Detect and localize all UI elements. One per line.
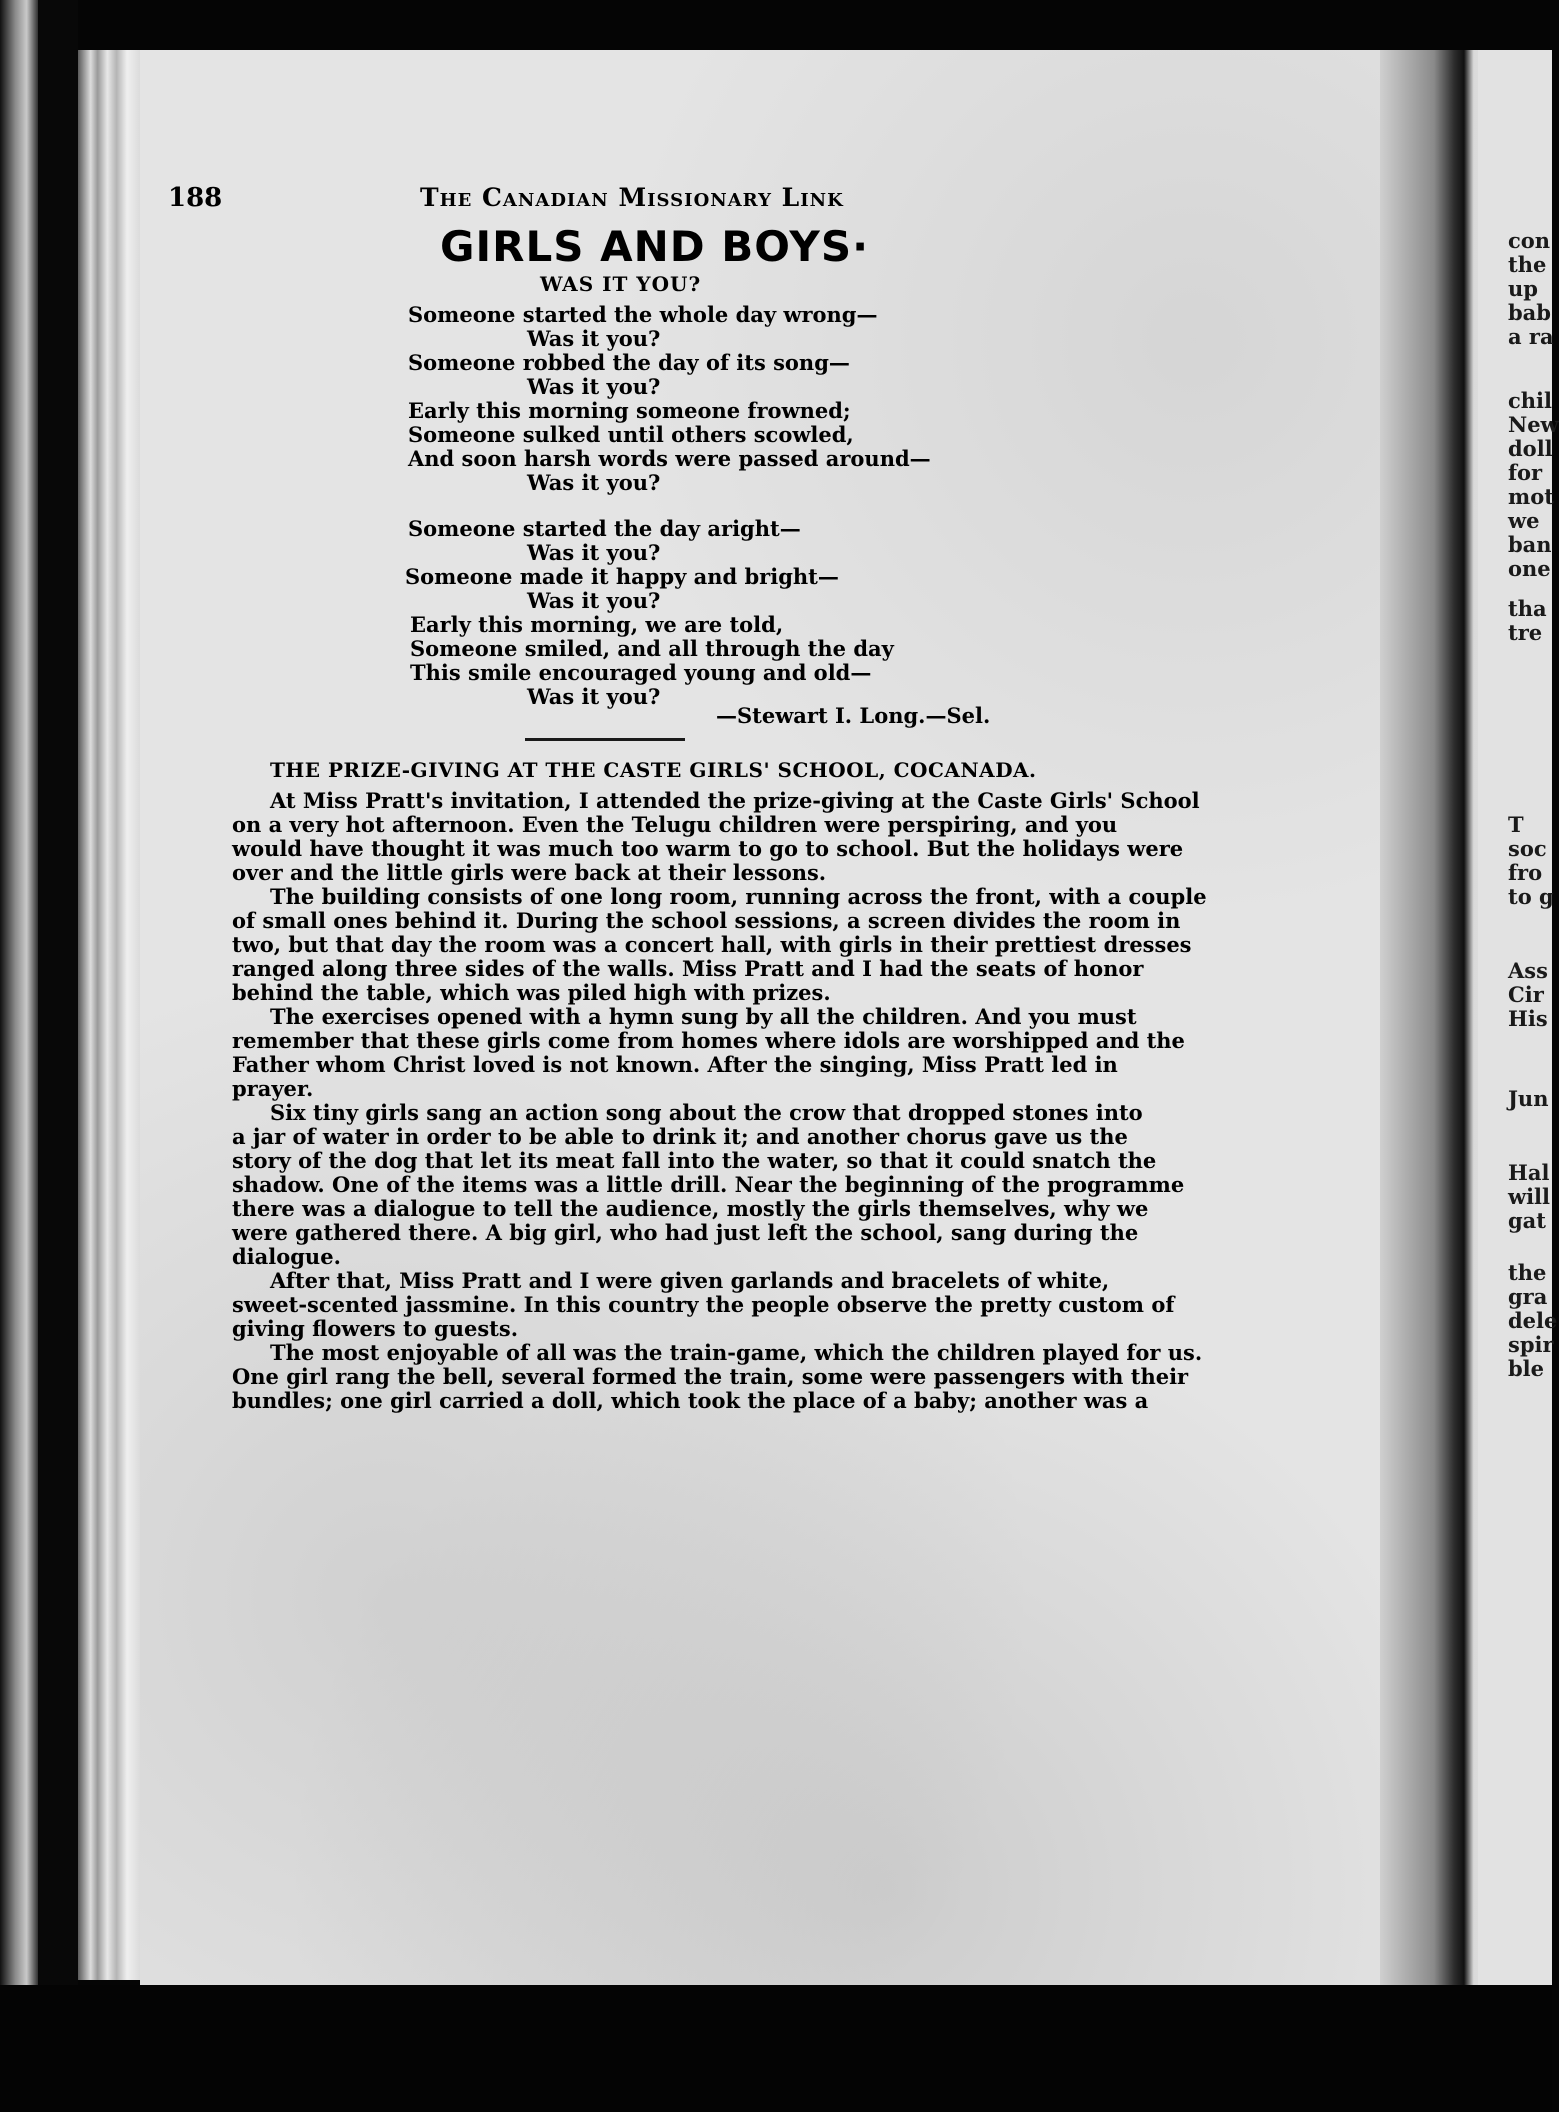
facing-page-fragment: New — [1508, 412, 1559, 437]
article-line: would have thought it was much too warm to go to school. But the holidays were — [232, 836, 1184, 861]
article-line: The most enjoyable of all was the train-game, which the children played for us. — [270, 1340, 1203, 1365]
article-line: a jar of water in order to be able to drink it; and another chorus gave us the — [232, 1124, 1128, 1149]
article-line: Six tiny girls sang an action song about the crow that dropped stones into — [270, 1100, 1143, 1125]
article-line: were gathered there. A big girl, who had just left the school, sang during the — [232, 1220, 1139, 1245]
facing-page — [1478, 50, 1559, 1985]
facing-page-fragment: His — [1508, 1006, 1548, 1031]
facing-page-fragment: will — [1508, 1184, 1551, 1209]
facing-page-fragment: chil — [1508, 388, 1553, 413]
article-line: The building consists of one long room, running across the front, with a couple — [270, 884, 1207, 909]
article-line: over and the little girls were back at their lessons. — [232, 860, 827, 885]
article-line: prayer. — [232, 1076, 314, 1101]
article-line: story of the dog that let its meat fall into the water, so that it could snatch the — [232, 1148, 1157, 1173]
facing-page-fragment: doll — [1508, 436, 1553, 461]
facing-page-fragment: for — [1508, 460, 1543, 485]
poem-line: Someone started the whole day wrong— — [408, 302, 878, 327]
facing-page-fragment: T — [1508, 812, 1524, 837]
facing-page-fragment: Cir — [1508, 982, 1544, 1007]
facing-page-fragment: ble — [1508, 1356, 1545, 1381]
poem-line: Someone made it happy and bright— — [405, 564, 839, 589]
article-line: remember that these girls come from homes where idols are worshipped and the — [232, 1028, 1185, 1053]
facing-page-fragment: tha — [1508, 596, 1547, 621]
poem-refrain: Was it you? — [527, 588, 661, 613]
article-line: Father whom Christ loved is not known. After the singing, Miss Pratt led in — [232, 1052, 1118, 1077]
running-head: The Canadian Missionary Link — [420, 183, 844, 212]
scan-dark-border — [38, 0, 78, 2112]
article-line: two, but that day the room was a concert hall, with girls in their prettiest dresses — [232, 932, 1192, 957]
page-number: 188 — [168, 183, 223, 213]
article-line: ranged along three sides of the walls. Miss Pratt and I had the seats of honor — [232, 956, 1144, 981]
facing-page-fragment: con — [1508, 228, 1551, 253]
article-line: After that, Miss Pratt and I were given garlands and bracelets of white, — [270, 1268, 1110, 1293]
poem-title: WAS IT YOU? — [540, 272, 702, 296]
poem-attribution: —Stewart I. Long.—Sel. — [716, 703, 991, 728]
poem-refrain: Was it you? — [527, 374, 661, 399]
facing-page-fragment: dele — [1508, 1308, 1558, 1333]
facing-page-fragment: soc — [1508, 836, 1547, 861]
facing-page-fragment: tre — [1508, 620, 1543, 645]
article-line: One girl rang the bell, several formed the train, some were passengers with their — [232, 1364, 1189, 1389]
facing-page-fragment: bab — [1508, 300, 1551, 325]
article-line: At Miss Pratt's invitation, I attended the prize-giving at the Caste Girls' School — [270, 788, 1200, 813]
article-line: of small ones behind it. During the school sessions, a screen divides the room in — [232, 908, 1181, 933]
scan-left-margin — [0, 0, 38, 2112]
article-line: there was a dialogue to tell the audience, mostly the girls themselves, why we — [232, 1196, 1149, 1221]
article-line: bundles; one girl carried a doll, which took the place of a baby; another was a — [232, 1388, 1149, 1413]
facing-page-fragment: we — [1508, 508, 1540, 533]
section-divider — [525, 738, 685, 741]
facing-page-fragment: a ra — [1508, 324, 1554, 349]
article-line: behind the table, which was piled high with prizes. — [232, 980, 831, 1005]
facing-page-fragment: Hal — [1508, 1160, 1550, 1185]
facing-page-fragment: spir — [1508, 1332, 1554, 1357]
poem-line: Someone sulked until others scowled, — [408, 422, 854, 447]
facing-page-fragment: mot — [1508, 484, 1554, 509]
scan-bottom-border — [0, 1985, 1552, 2112]
facing-page-fragment: Jun — [1508, 1086, 1549, 1111]
facing-page-fragment: the — [1508, 252, 1547, 277]
poem-refrain: Was it you? — [527, 470, 661, 495]
facing-page-fragment: gat — [1508, 1208, 1546, 1233]
article-line: dialogue. — [232, 1244, 341, 1269]
article-line: on a very hot afternoon. Even the Telugu children were perspiring, and you — [232, 812, 1118, 837]
article-line: The exercises opened with a hymn sung by all the children. And you must — [270, 1004, 1137, 1029]
facing-page-fragment: one — [1508, 556, 1551, 581]
poem-line: And soon harsh words were passed around— — [408, 446, 931, 471]
poem-refrain: Was it you? — [527, 540, 661, 565]
article-line: giving flowers to guests. — [232, 1316, 519, 1341]
poem-refrain: Was it you? — [527, 326, 661, 351]
facing-page-fragment: up — [1508, 276, 1538, 301]
facing-page-fragment: gra — [1508, 1284, 1548, 1309]
article-title: THE PRIZE-GIVING AT THE CASTE GIRLS' SCHOOL, COCANADA. — [270, 758, 1037, 782]
book-page-edges — [78, 50, 148, 1980]
poem-refrain: Was it you? — [527, 684, 661, 709]
facing-page-fragment: to g — [1508, 884, 1554, 909]
facing-page-fragment: fro — [1508, 860, 1543, 885]
poem-line: Someone robbed the day of its song— — [408, 350, 850, 375]
facing-page-fragment: ban — [1508, 532, 1552, 557]
poem-line: Someone started the day aright— — [408, 516, 801, 541]
section-title: GIRLS AND BOYS· — [440, 222, 870, 271]
poem-line: Early this morning someone frowned; — [408, 398, 851, 423]
poem-line: Early this morning, we are told, — [410, 612, 784, 637]
poem-line: Someone smiled, and all through the day — [410, 636, 894, 661]
article-line: shadow. One of the items was a little drill. Near the beginning of the programme — [232, 1172, 1185, 1197]
facing-page-fragment: the — [1508, 1260, 1547, 1285]
poem-line: This smile encouraged young and old— — [410, 660, 872, 685]
article-line: sweet-scented jassmine. In this country the people observe the pretty custom of — [232, 1292, 1175, 1317]
facing-page-fragment: Ass — [1508, 958, 1548, 983]
